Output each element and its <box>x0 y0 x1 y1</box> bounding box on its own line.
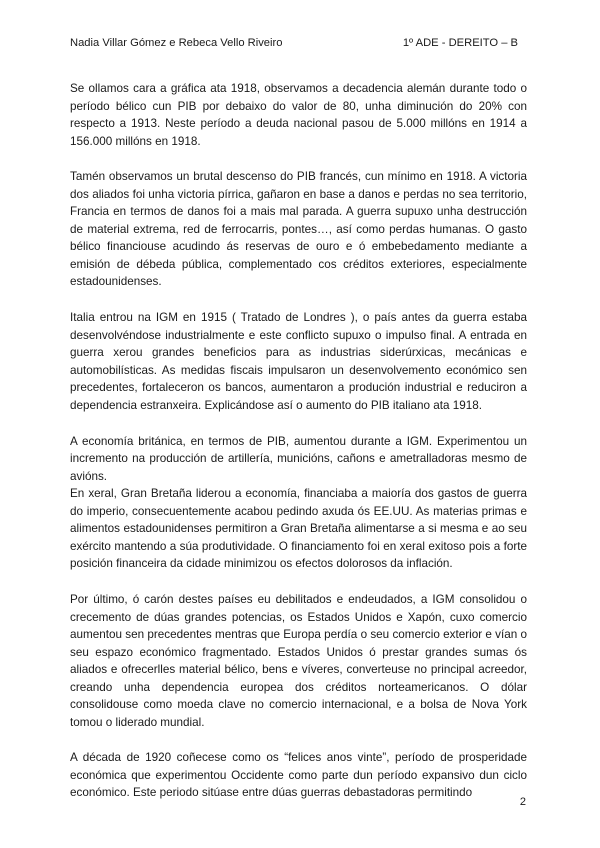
paragraph-usa-japan: Por último, ó carón destes países eu debilitados e endeudados, a IGM consolidou o crecemento de dúas grandes potencias, os Estados Unidos e Xapón, cuxo comercio aumentou sen precedentes mentras que Europa perdía o seu comercio exterior e vían o seu espazo económico fragmentado. Estados Unidos ó prestar grandes sumas ós aliados e ofrecerlles material bélico, bens e víveres, converteuse no principal acreedor, creando unha dependencia europea dos créditos norteamericanos. O dólar consolidouse como moeda clave no comercio internacional, e a bolsa de Nova York tomou o liderado mundial. <box>70 593 527 729</box>
paragraph-britain-finance: En xeral, Gran Bretaña liderou a economía, financiaba a maioría dos gastos de guerra do imperio, consecuentemente acabou pedindo axuda ós EE.UU. As materias primas e alimentos estadounidenses permitiron a Gran Bretaña alimentarse a si mesma e ao seu exército mantendo a súa produtividade. O financiamento foi en xeral exitoso pois a forte posición financeira da cidade minimizou os efectos dolorosos da inflación. <box>70 487 527 571</box>
paragraph-france: Tamén observamos un brutal descenso do PIB francés, cun mínimo en 1918. A victoria dos aliados foi unha victoria pírrica, gañaron en base a danos e perdas no sea territorio, Francia en termos de danos foi a mais mal parada. A guerra supuxo unha destrucción de material extrema, red de ferrocarris, pontes…, así como perdas humanas. O gasto bélico financiouse acudindo ás reservas de ouro e ó embebedamento mediante a emisión de débeda pública, complementado cos créditos exteriores, especialmente estadounidenses. <box>70 170 527 289</box>
header-authors: Nadia Villar Gómez e Rebeca Vello Riveiro <box>70 37 283 49</box>
paragraph-germany: Se ollamos cara a gráfica ata 1918, observamos a decadencia alemán durante todo o período bélico cun PIB por debaixo do valor de 80, unha diminución do 20% con respecto a 1913. Neste período a deuda nacional pasou de 5.000 millóns en 1914 a 156.000 millóns en 1918. <box>70 82 527 148</box>
header-course: 1º ADE - DEREITO – B <box>402 37 518 49</box>
paragraph-italy: Italia entrou na IGM en 1915 ( Tratado de Londres ), o país antes da guerra estaba desenvolvéndose industrialmente e este conflicto supuxo o impulso final. A entrada en guerra xerou grandes beneficios para as industrias siderúrxicas, mecánicas e automobilísticas. As medidas fiscais impulsaron un desenvolvemento económico sen precedentes, fortaleceron os bancos, aumentaron a produción industrial e reduciron a dependencia estranxeira. Explicándose así o aumento do PIB italiano ata 1918. <box>70 311 527 412</box>
page-number: 2 <box>519 796 526 808</box>
paragraph-twenties: A década de 1920 coñecese como os “felices anos vinte”, período de prosperidade económica que experimentou Occidente como parte dun período expansivo dun ciclo económico. Este periodo sitúase entre dúas guerras debastadoras permitindo <box>70 751 527 800</box>
document-body <box>70 80 527 820</box>
paragraph-britain: A economía británica, en termos de PIB, aumentou durante a IGM. Experimentou un incremento na producción de artillería, municións, cañons e ametralladoras mesmo de avións. <box>70 434 527 483</box>
